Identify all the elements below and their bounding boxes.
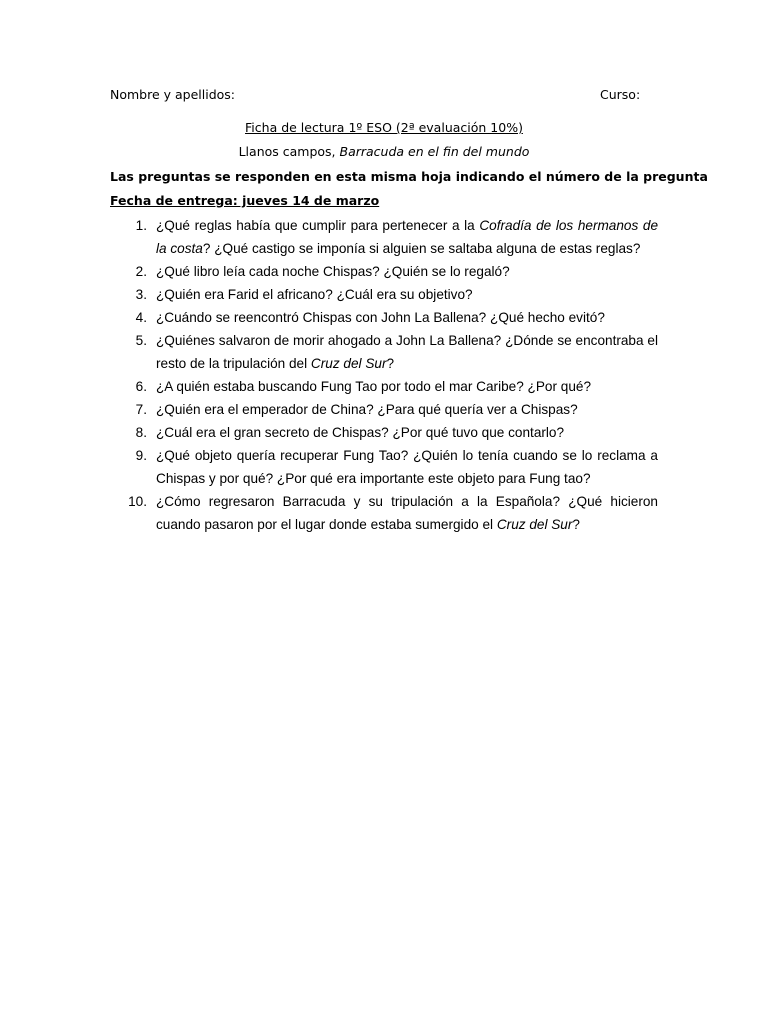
deadline-text: Fecha de entrega: jueves 14 de marzo xyxy=(110,193,380,208)
question-text-part: ¿Quiénes salvaron de morir ahogado a John La Ballena? ¿Dónde se encontraba el resto de la tripulación del xyxy=(156,333,658,371)
question-text xyxy=(156,283,658,306)
page-title: Ficha de lectura 1º ESO (2ª evaluación 10%) xyxy=(245,120,523,135)
page-subtitle xyxy=(0,144,768,160)
question-text-part: ¿Qué libro leía cada noche Chispas? ¿Quién se lo regaló? xyxy=(156,264,510,279)
subtitle-book-title: Barracuda en el fin del mundo xyxy=(339,144,530,159)
questions-list xyxy=(110,214,658,536)
subtitle-author: Llanos campos, xyxy=(238,144,340,159)
question-item xyxy=(110,283,658,306)
question-number: 1. xyxy=(135,218,147,233)
question-text-part: ¿Quién era Farid el africano? ¿Cuál era su objetivo? xyxy=(156,287,473,302)
question-text xyxy=(156,421,658,444)
question-item xyxy=(110,421,658,444)
question-number: 3. xyxy=(135,287,147,302)
question-text-italic: Cofradía de los hermanos de la costa xyxy=(156,218,659,256)
question-text-part: ¿Quién era el emperador de China? ¿Para qué quería ver a Chispas? xyxy=(156,402,578,417)
question-text xyxy=(156,306,658,329)
question-item xyxy=(110,306,658,329)
question-text-part: ¿Qué objeto quería recuperar Fung Tao? ¿Quién lo tenía cuando se lo reclama a Chispas y por qué? ¿Por qué era importante este objeto para Fung tao? xyxy=(156,448,658,486)
question-item xyxy=(110,444,658,490)
question-text-part: ¿Cuál era el gran secreto de Chispas? ¿Por qué tuvo que contarlo? xyxy=(156,425,565,440)
question-text xyxy=(156,329,658,375)
question-text-part: ¿A quién estaba buscando Fung Tao por todo el mar Caribe? ¿Por qué? xyxy=(156,379,592,394)
question-text-part: ¿Cuándo se reencontró Chispas con John La Ballena? ¿Qué hecho evitó? xyxy=(156,310,605,325)
question-number: 9. xyxy=(135,448,147,463)
question-item xyxy=(110,260,658,283)
question-text xyxy=(156,260,658,283)
question-number: 2. xyxy=(135,264,147,279)
question-item xyxy=(110,398,658,421)
question-number: 8. xyxy=(135,425,147,440)
instructions-text: Las preguntas se responden en esta misma hoja indicando el número de la pregunta xyxy=(110,169,708,184)
question-number: 6. xyxy=(135,379,147,394)
question-text-italic: Cruz del Sur xyxy=(310,356,387,371)
question-number: 4. xyxy=(135,310,147,325)
question-text-part: ? xyxy=(572,517,580,532)
question-number: 5. xyxy=(135,333,147,348)
question-text xyxy=(156,398,658,421)
question-text xyxy=(156,375,658,398)
question-number: 10. xyxy=(128,494,147,509)
question-number: 7. xyxy=(135,402,147,417)
course-label: Curso: xyxy=(600,87,641,102)
question-text-part: ? xyxy=(386,356,395,371)
question-item xyxy=(110,490,658,536)
question-text-part: ? ¿Qué castigo se imponía si alguien se saltaba alguna de estas reglas? xyxy=(202,241,641,256)
question-text-italic: Cruz del Sur xyxy=(496,517,573,532)
question-text-part: ¿Qué reglas había que cumplir para pertenecer a la xyxy=(156,218,480,233)
question-item xyxy=(110,375,658,398)
question-item xyxy=(110,214,658,260)
question-item xyxy=(110,329,658,375)
question-text-part: ¿Cómo regresaron Barracuda y su tripulación a la Española? ¿Qué hicieron cuando pasaron por el lugar donde estaba sumergido el xyxy=(156,494,658,532)
question-text xyxy=(156,490,658,536)
name-label: Nombre y apellidos: xyxy=(110,87,236,102)
question-text xyxy=(156,444,658,490)
question-text xyxy=(156,214,658,260)
